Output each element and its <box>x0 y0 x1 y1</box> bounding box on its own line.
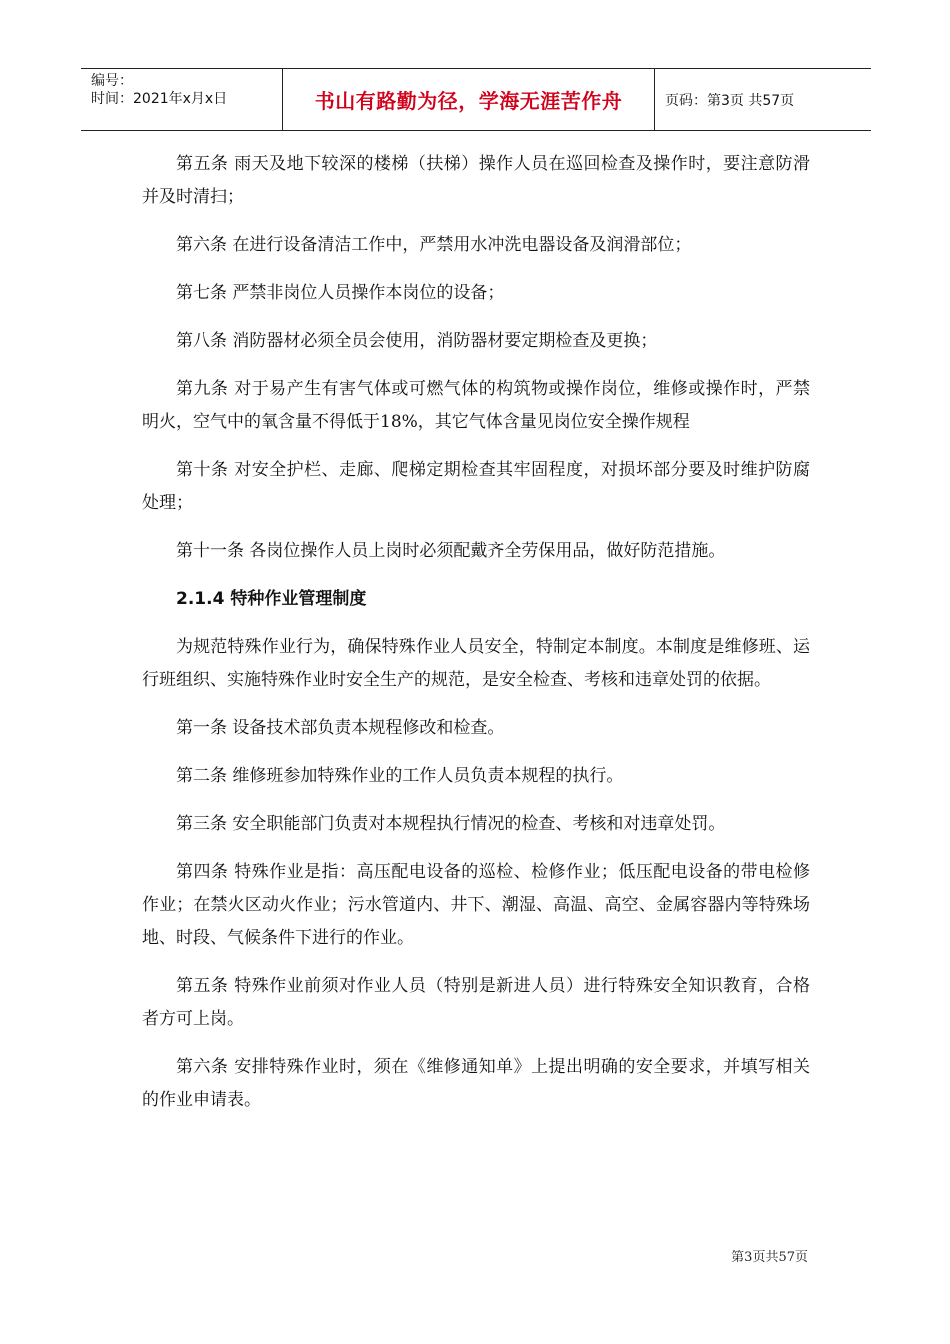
body-paragraph: 第六条 在进行设备清洁工作中，严禁用水冲洗电器设备及润滑部位； <box>176 235 692 255</box>
body-paragraph: 第一条 设备技术部负责本规程修改和检查。 <box>176 718 505 738</box>
time-label: 时间：2021年x月x日 <box>91 91 228 107</box>
body-paragraph: 第七条 严禁非岗位人员操作本岗位的设备； <box>176 283 505 303</box>
body-paragraph: 第十一条 各岗位操作人员上岗时必须配戴齐全劳保用品，做好防范措施。 <box>176 541 726 561</box>
body-paragraph: 为规范特殊作业行为，确保特殊作业人员安全，特制定本制度。本制度是维修班、运行班组织、实施特殊作业时安全生产的规范，是安全检查、考核和违章处罚的依据。 <box>142 637 810 690</box>
body-paragraph: 第五条 特殊作业前须对作业人员（特别是新进人员）进行特殊安全知识教育，合格者方可上岗。 <box>142 976 810 1029</box>
body-paragraph: 第六条 安排特殊作业时，须在《维修通知单》上提出明确的安全要求，并填写相关的作业申请表。 <box>142 1057 810 1110</box>
body-paragraph: 第二条 维修班参加特殊作业的工作人员负责本规程的执行。 <box>176 766 624 786</box>
body-paragraph: 第五条 雨天及地下较深的楼梯（扶梯）操作人员在巡回检查及操作时，要注意防滑并及时清扫； <box>142 154 810 207</box>
body-paragraph: 第九条 对于易产生有害气体或可燃气体的构筑物或操作岗位，维修或操作时，严禁明火，空气中的氧含量不得低于18%，其它气体含量见岗位安全操作规程 <box>142 379 810 432</box>
body-paragraph: 第八条 消防器材必须全员会使用，消防器材要定期检查及更换； <box>176 331 658 351</box>
body-paragraph: 第四条 特殊作业是指：高压配电设备的巡检、检修作业；低压配电设备的带电检修作业；在禁火区动火作业；污水管道内、井下、潮湿、高温、高空、金属容器内等特殊场地、时段、气候条件下进行的作业。 <box>142 862 810 948</box>
body-paragraph: 第三条 安全职能部门负责对本规程执行情况的检查、考核和对违章处罚。 <box>176 814 726 834</box>
code-label: 编号： <box>91 73 133 89</box>
body-paragraph: 第十条 对安全护栏、走廊、爬梯定期检查其牢固程度，对损坏部分要及时维护防腐处理； <box>142 460 810 513</box>
page-header <box>81 68 871 131</box>
section-heading: 2.1.4 特种作业管理制度 <box>176 589 367 609</box>
footer-page-number: 第3页共57页 <box>731 1250 808 1265</box>
header-motto: 书山有路勤为径，学海无涯苦作舟 <box>283 69 655 130</box>
header-page-info: 页码：第3页 共57页 <box>665 92 795 109</box>
header-meta <box>81 69 283 130</box>
document-body <box>142 148 810 1132</box>
